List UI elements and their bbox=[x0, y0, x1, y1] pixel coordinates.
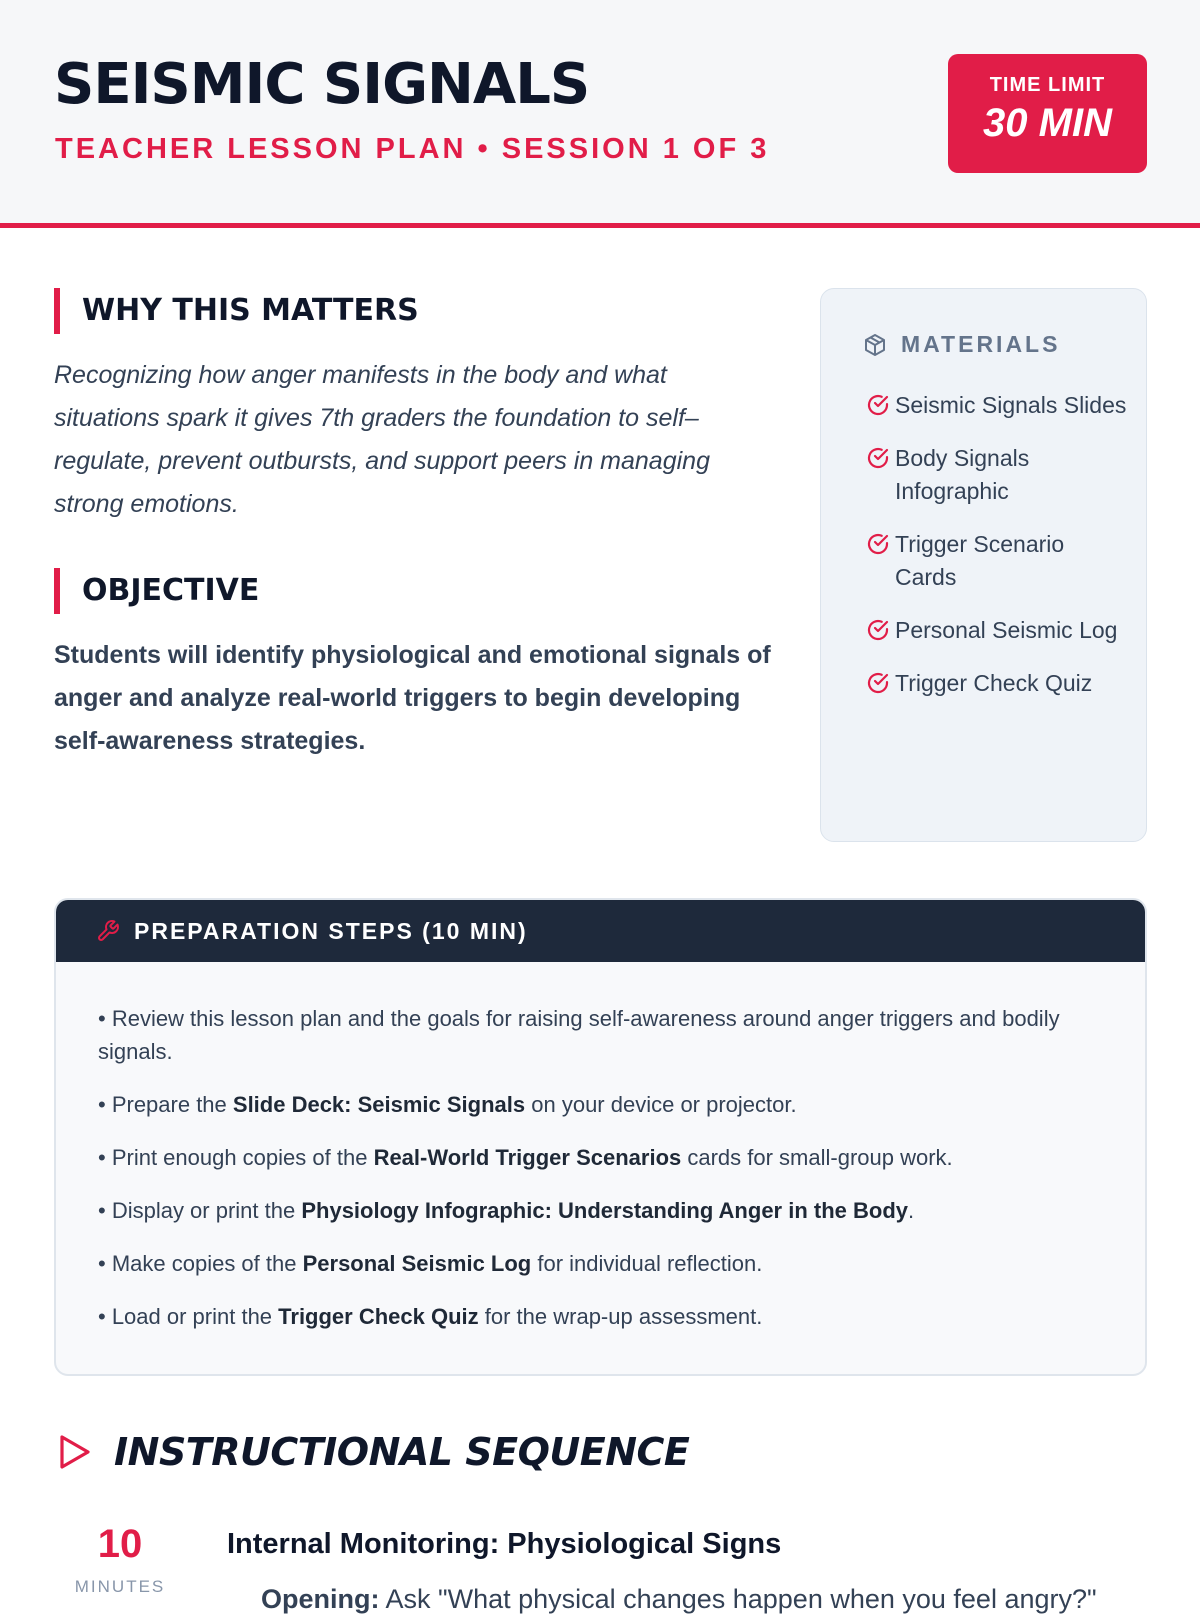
wrench-icon bbox=[96, 919, 120, 943]
materials-panel bbox=[820, 288, 1147, 842]
why-heading: WHY THIS MATTERS bbox=[54, 288, 419, 334]
prep-resource: Personal Seismic Log bbox=[302, 1251, 532, 1276]
step-duration: 10 bbox=[97, 1522, 143, 1566]
prep-text: cards for small-group work. bbox=[681, 1145, 953, 1170]
preparation-item bbox=[98, 1088, 1103, 1121]
time-limit-label: TIME LIMIT bbox=[989, 74, 1106, 96]
prep-text: • Prepare the bbox=[98, 1092, 233, 1117]
sequence-header bbox=[58, 1430, 689, 1474]
time-limit-badge bbox=[948, 54, 1147, 173]
preparation-item bbox=[98, 1194, 1103, 1227]
materials-header bbox=[863, 331, 1060, 358]
preparation-item bbox=[98, 1247, 1103, 1280]
prep-text: • Display or print the bbox=[98, 1198, 302, 1223]
header bbox=[0, 0, 1200, 228]
check-circle-icon bbox=[861, 532, 895, 556]
preparation-item bbox=[98, 1002, 1103, 1068]
prep-text: • Review this lesson plan and the goals for raising self-awareness around anger triggers and bodily signals. bbox=[98, 1006, 1060, 1064]
play-icon bbox=[58, 1434, 92, 1470]
material-label: Body Signals Infographic bbox=[895, 445, 1030, 504]
material-item bbox=[861, 442, 1131, 508]
preparation-header bbox=[56, 900, 1145, 962]
page-subtitle: TEACHER LESSON PLAN • SESSION 1 OF 3 bbox=[55, 133, 770, 165]
material-item bbox=[861, 614, 1131, 647]
box-icon bbox=[863, 333, 887, 357]
preparation-item bbox=[98, 1141, 1103, 1174]
preparation-item bbox=[98, 1300, 1103, 1333]
prep-text: • Print enough copies of the bbox=[98, 1145, 374, 1170]
why-text: Recognizing how anger manifests in the body and what situations spark it gives 7th graders the foundation to self–regulate, prevent outbursts, and support peers in managing strong emotions. bbox=[54, 361, 710, 518]
prep-text: . bbox=[908, 1198, 915, 1223]
material-label: Personal Seismic Log bbox=[895, 617, 1118, 643]
material-label: Trigger Check Quiz bbox=[895, 670, 1093, 696]
material-label: Trigger Scenario Cards bbox=[895, 531, 1065, 590]
prep-text: • Load or print the bbox=[98, 1304, 279, 1329]
step-duration-unit: MINUTES bbox=[74, 1577, 166, 1596]
prep-resource: Slide Deck: Seismic Signals bbox=[232, 1092, 526, 1117]
objective-heading: OBJECTIVE bbox=[54, 568, 259, 614]
prep-text: • Make copies of the bbox=[98, 1251, 303, 1276]
material-item bbox=[861, 667, 1131, 700]
preparation-heading: PREPARATION STEPS (10 MIN) bbox=[134, 917, 528, 944]
prep-resource: Trigger Check Quiz bbox=[278, 1304, 479, 1329]
check-circle-icon bbox=[861, 393, 895, 417]
materials-list bbox=[861, 389, 1131, 720]
preparation-list bbox=[56, 962, 1145, 1333]
preparation-panel bbox=[54, 898, 1147, 1376]
prep-text: for individual reflection. bbox=[531, 1251, 763, 1276]
material-item bbox=[861, 528, 1131, 594]
sequence-heading: INSTRUCTIONAL SEQUENCE bbox=[114, 1430, 690, 1474]
check-circle-icon bbox=[861, 618, 895, 642]
check-circle-icon bbox=[861, 671, 895, 695]
step-title: Internal Monitoring: Physiological Signs bbox=[227, 1528, 782, 1560]
prep-resource: Real-World Trigger Scenarios bbox=[373, 1145, 682, 1170]
prep-text: for the wrap-up assessment. bbox=[478, 1304, 763, 1329]
objective-text: Students will identify physiological and emotional signals of anger and analyze real-world triggers to begin developing self-awareness strategies. bbox=[54, 641, 771, 755]
check-circle-icon bbox=[861, 446, 895, 470]
step-opening-label: Opening: bbox=[261, 1584, 380, 1614]
materials-heading: MATERIALS bbox=[901, 331, 1061, 357]
prep-resource: Physiology Infographic: Understanding Anger in the Body bbox=[301, 1198, 908, 1223]
prep-text: on your device or projector. bbox=[525, 1092, 797, 1117]
time-limit-value: 30 MIN bbox=[983, 101, 1112, 145]
material-item bbox=[861, 389, 1131, 422]
step-opening-text: Ask "What physical changes happen when you feel angry?" bbox=[379, 1584, 1097, 1614]
material-label: Seismic Signals Slides bbox=[895, 392, 1127, 418]
page-title: SEISMIC SIGNALS bbox=[54, 52, 590, 117]
